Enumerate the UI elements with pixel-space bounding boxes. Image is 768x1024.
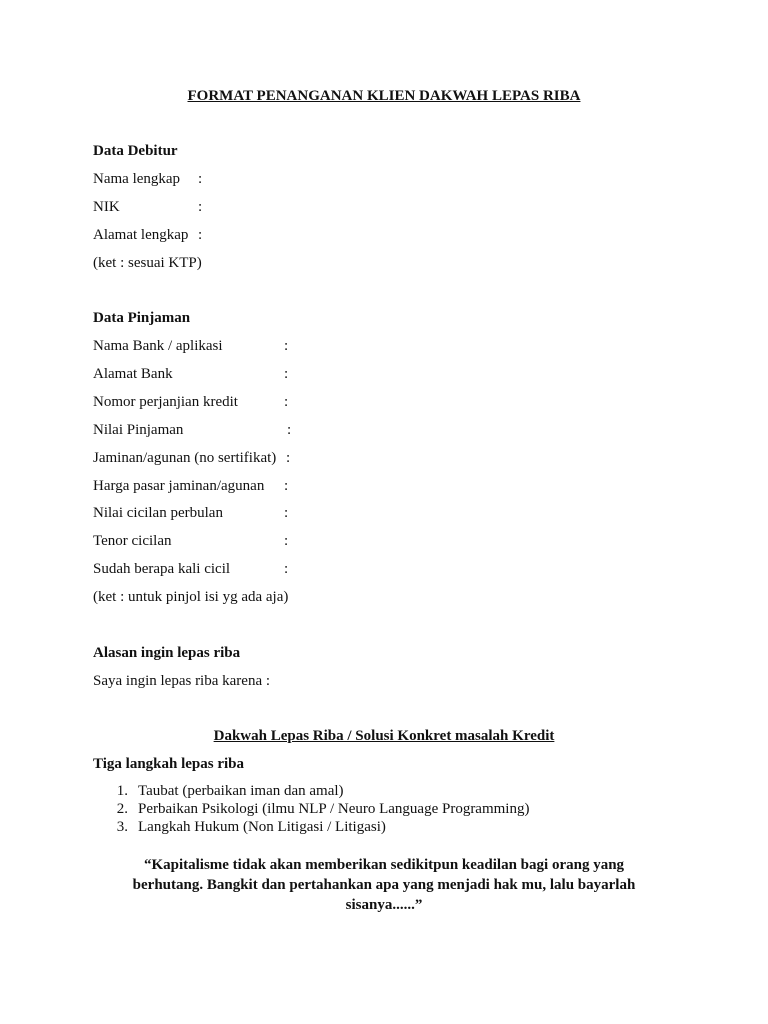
field-label-nilai-pinjaman: Nilai Pinjaman bbox=[93, 422, 184, 438]
field-label-alamat-lengkap: Alamat lengkap bbox=[93, 227, 189, 243]
pinjaman-heading: Data Pinjaman bbox=[93, 310, 191, 326]
field-label-nama-bank: Nama Bank / aplikasi bbox=[93, 338, 223, 354]
solusi-heading: Dakwah Lepas Riba / Solusi Konkret masalah Kredit bbox=[213, 728, 555, 744]
list-number: 1. bbox=[116, 783, 128, 799]
field-colon: : bbox=[284, 366, 289, 382]
field-label-nomor-perjanjian: Nomor perjanjian kredit bbox=[93, 394, 238, 410]
list-text: Taubat (perbaikan iman dan amal) bbox=[138, 783, 344, 799]
debitur-note: (ket : sesuai KTP) bbox=[93, 255, 202, 271]
field-colon: : bbox=[284, 338, 289, 354]
alasan-heading: Alasan ingin lepas riba bbox=[93, 645, 241, 661]
debitur-heading: Data Debitur bbox=[93, 143, 178, 159]
field-label-alamat-bank: Alamat Bank bbox=[93, 366, 173, 382]
field-colon: : bbox=[284, 394, 289, 410]
list-number: 2. bbox=[116, 801, 128, 817]
pinjaman-note: (ket : untuk pinjol isi yg ada aja) bbox=[93, 589, 289, 605]
list-item bbox=[108, 783, 344, 800]
field-label-nama-lengkap: Nama lengkap bbox=[93, 171, 181, 187]
list-item bbox=[108, 819, 386, 836]
document-title: FORMAT PENANGANAN KLIEN DAKWAH LEPAS RIBA bbox=[187, 88, 581, 104]
field-label-harga-pasar: Harga pasar jaminan/agunan bbox=[93, 478, 265, 494]
field-colon: : bbox=[287, 422, 292, 438]
alasan-text: Saya ingin lepas riba karena : bbox=[93, 673, 271, 689]
field-colon: : bbox=[284, 561, 289, 577]
field-colon: : bbox=[198, 199, 203, 215]
field-colon: : bbox=[284, 533, 289, 549]
field-colon: : bbox=[198, 227, 203, 243]
field-label-nilai-cicilan: Nilai cicilan perbulan bbox=[93, 505, 223, 521]
field-label-jaminan: Jaminan/agunan (no sertifikat) bbox=[93, 450, 277, 466]
field-label-sudah-cicil: Sudah berapa kali cicil bbox=[93, 561, 231, 577]
field-colon: : bbox=[286, 450, 291, 466]
field-colon: : bbox=[284, 505, 289, 521]
list-text: Perbaikan Psikologi (ilmu NLP / Neuro Language Programming) bbox=[138, 801, 530, 817]
field-colon: : bbox=[198, 171, 203, 187]
solusi-subheading: Tiga langkah lepas riba bbox=[93, 756, 245, 772]
field-colon: : bbox=[284, 478, 289, 494]
list-number: 3. bbox=[116, 819, 128, 835]
list-text: Langkah Hukum (Non Litigasi / Litigasi) bbox=[138, 819, 386, 835]
field-label-nik: NIK bbox=[93, 199, 120, 215]
closing-quote: “Kapitalisme tidak akan memberikan sedikitpun keadilan bagi orang yang berhutang. Bangkit dan pertahankan apa yang menjadi hak mu, lalu bayarlah sisanya......” bbox=[132, 857, 636, 913]
list-item bbox=[108, 801, 529, 818]
field-label-tenor-cicilan: Tenor cicilan bbox=[93, 533, 172, 549]
